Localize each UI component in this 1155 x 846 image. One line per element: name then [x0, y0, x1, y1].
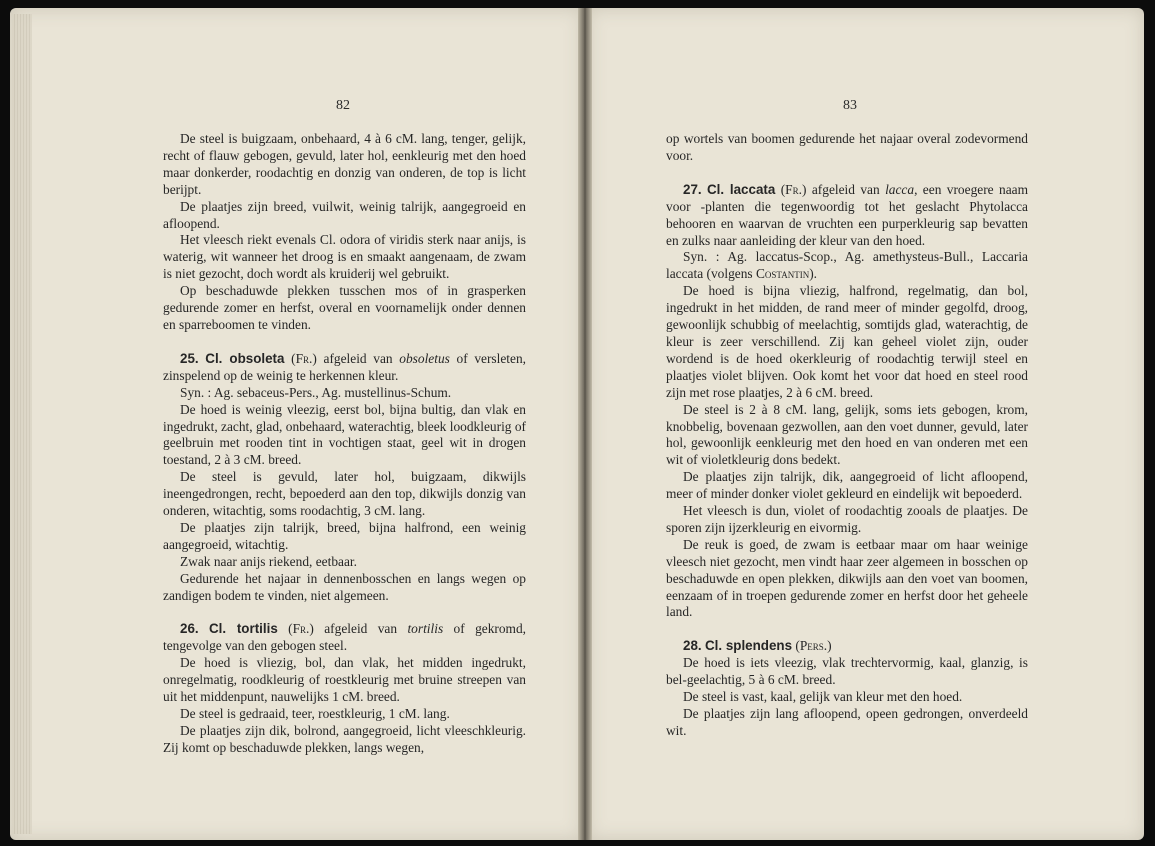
- author: Fr.: [292, 621, 310, 637]
- etymology-rest: of versleten, zinspelend op de weinig te herkennen kleur.: [163, 350, 526, 383]
- paragraph: De hoed is weinig vleezig, eerst bol, bijna bultig, dan vlak en ingedrukt, zacht, glad, onbehaard, waterachtig, bleek loodkleurig of geelbruin met rooden tint in vochtigen staat, geel wit in drogen toestand, 2 à 3 cM. breed.: [163, 401, 526, 468]
- author: Fr.: [295, 350, 313, 366]
- synonyms-text: Syn. : Ag. laccatus-Scop., Ag. amethysteus-Bull., Laccaria laccata (volgens: [666, 249, 1028, 282]
- paragraph: De plaatjes zijn dik, bolrond, aangegroeid, licht vleeschkleurig. Zij komt op beschaduwde plekken, langs wegen,: [163, 722, 526, 755]
- etymology-intro: afgeleid van: [811, 181, 880, 197]
- paragraph: Op beschaduwde plekken tusschen mos of in grasperken gedurende zomer en herfst, overal en voornamelijk onder dennen en sparreboomen te vinden.: [163, 283, 526, 332]
- etymology-rest: , een vroegere naam voor -planten die tegenwoordig tot het geslacht Phytolacca behooren en waarvan de vruchten een purperkleurig sap bevatten en zulks naar aanleiding der kleur van den hoed.: [666, 181, 1028, 248]
- etymology-rest: of gekromd, tengevolge van den gebogen steel.: [163, 621, 527, 654]
- entry-heading-26: 26. Cl. tortilis (Fr.) afgeleid van tortilis of gekromd, tengevolge van den gebogen steel.: [163, 621, 527, 654]
- paragraph: Gedurende het najaar in dennenbosschen en langs wegen op zandigen bodem te vinden, niet algemeen.: [163, 570, 526, 603]
- entry-number: 28.: [683, 638, 702, 654]
- paragraph: De reuk is goed, de zwam is eetbaar maar om haar weinige vleesch niet gezocht, men vindt haar zeer algemeen in bosschen op beschaduwde en open plekken, dikwijls aan den voet van boomen, eenzaam of in troepen gedurende zomer en herfst door het geheele land.: [666, 536, 1028, 620]
- author: Fr.: [785, 181, 802, 197]
- page-number-right: 83: [843, 98, 857, 113]
- left-page-text: [163, 131, 526, 757]
- entry-heading-25: 25. Cl. obsoleta (Fr.) afgeleid van obsoletus of versleten, zinspelend op de weinig te herkennen kleur.: [163, 350, 526, 383]
- synonyms-end: ).: [809, 266, 818, 282]
- etymology-word: tortilis: [407, 621, 444, 637]
- etymology-word: obsoletus: [399, 350, 450, 366]
- entry-number: 27.: [683, 181, 702, 197]
- paragraph: De steel is buigzaam, onbehaard, 4 à 6 cM. lang, tenger, gelijk, recht of flauw gebogen, gevuld, later hol, eenkleurig met den hoed maar donkerder, roodachtig en donzig van onderen, de top is licht berijpt.: [163, 131, 526, 197]
- paragraph: De steel is vast, kaal, gelijk van kleur met den hoed.: [683, 689, 963, 705]
- paragraph: op wortels van boomen gedurende het najaar overal zodevormend voor.: [666, 131, 1028, 163]
- paragraph: Het vleesch riekt evenals Cl. odora of viridis sterk naar anijs, is waterig, wit wanneer het droog is en smaakt aangenaam, de zwam is niet gezocht, doch wordt als kruiderij wel gebruikt.: [163, 232, 526, 282]
- paragraph: De steel is 2 à 8 cM. lang, gelijk, soms iets gebogen, krom, knobbelig, bovenaan gezwollen, aan den voet dunner, gevuld, later hol, gewoonlijk eenkleurig met den hoed en van onderen met een wit of violetkleurig dons bedekt.: [666, 401, 1028, 468]
- etymology-intro: afgeleid van: [323, 350, 393, 366]
- entry-number: 25.: [180, 350, 199, 366]
- paragraph: De hoed is iets vleezig, vlak trechtervormig, kaal, glanzig, is bel-geelachtig, 5 à 6 cM. breed.: [666, 655, 1028, 688]
- species-name: Cl. laccata: [707, 181, 776, 197]
- right-page-text: [666, 131, 1028, 740]
- paragraph: Het vleesch is dun, violet of roodachtig zooals de plaatjes. De sporen zijn ijzerkleurig en eivormig.: [666, 503, 1028, 535]
- author: Pers.: [799, 638, 828, 654]
- page-edges: [12, 14, 32, 834]
- species-name: Cl. tortilis: [209, 621, 278, 637]
- species-name: Cl. obsoleta: [205, 350, 285, 366]
- page-number-left: 82: [336, 98, 350, 113]
- paragraph: De plaatjes zijn lang afloopend, opeen gedrongen, onverdeeld wit.: [666, 706, 1028, 738]
- paragraph: De steel is gevuld, later hol, buigzaam, dikwijls ineengedrongen, recht, bepoederd aan den top, dikwijls donzig van onderen, witachtig, soms roodachtig, 3 cM. lang.: [163, 469, 526, 519]
- etymology-word: lacca: [885, 181, 915, 197]
- etymology-intro: afgeleid van: [324, 621, 398, 637]
- paragraph: De hoed is vliezig, bol, dan vlak, het midden ingedrukt, onregelmatig, roodkleurig of roestkleurig met bruine streepen van uit het middenpunt, nauwelijks 1 cM. breed.: [163, 655, 526, 705]
- synonyms: Syn. : Ag. sebaceus-Pers., Ag. mustellinus-Schum.: [180, 384, 452, 400]
- paragraph: De steel is gedraaid, teer, roestkleurig, 1 cM. lang.: [180, 706, 450, 721]
- entry-heading-28: 28. Cl. splendens (Pers.): [683, 638, 832, 654]
- paragraph: Zwak naar anijs riekend, eetbaar.: [180, 553, 357, 569]
- synonyms: [666, 249, 1028, 283]
- paragraph: De hoed is bijna vliezig, halfrond, regelmatig, dan bol, ingedrukt in het midden, de rand meer of minder gegolfd, droog, gewoonlijk schubbig of meelachtig, somtijds glad, waterachtig, de kleur is zeer verschillend. Zij kan geheel violet zijn, ouder wordend is de hoed okerkleurig of roodachtig terwijl steel en plaatjes violet blijven. Ook komt het voor dat hoed en steel rood zijn met rose plaatjes, 2 à 6 cM. breed.: [666, 283, 1028, 400]
- book-gutter: [578, 8, 592, 840]
- synonyms-author: Costantin: [755, 266, 810, 282]
- entry-number: 26.: [180, 621, 199, 637]
- paragraph: De plaatjes zijn breed, vuilwit, weinig talrijk, aangegroeid en afloopend.: [163, 198, 526, 231]
- species-name: Cl. splendens: [704, 638, 793, 654]
- entry-heading-27: 27. Cl. laccata (Fr.) afgeleid van lacca, een vroegere naam voor -planten die tegenwoordig tot het geslacht Phytolacca behooren en waarvan de vruchten een purperkleurig sap bevatten en zulks naar aanleiding der kleur van den hoed.: [666, 181, 1028, 248]
- paragraph: De plaatjes zijn talrijk, breed, bijna halfrond, een weinig aangegroeid, witachtig.: [163, 519, 526, 552]
- paragraph: De plaatjes zijn talrijk, dik, aangegroeid of licht afloopend, meer of minder donker violet gekleurd en eindelijk wit bepoederd.: [666, 469, 1028, 502]
